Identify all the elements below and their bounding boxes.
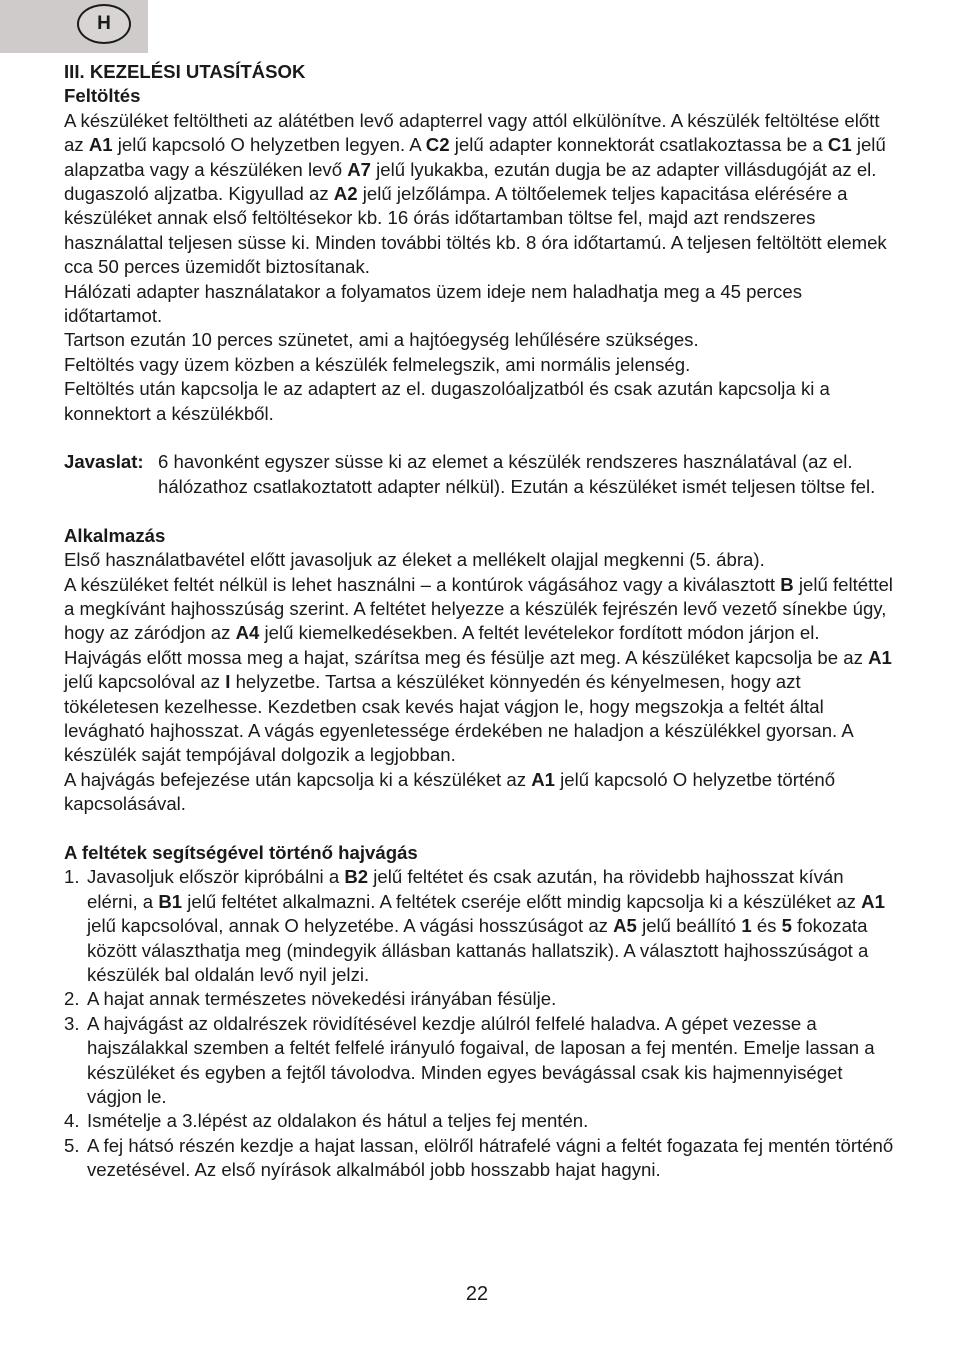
bold-reference: 1 <box>741 915 752 937</box>
bold-reference: A5 <box>613 915 637 937</box>
step-text: A fej hátsó részén kezdje a hajat lassan, elölről hátrafelé vágni a feltét fogazata fej mentén történő vezetésével. Az első nyírások alkalmából jobb hosszabb hajat hagyni. <box>87 1134 894 1181</box>
bold-reference: A4 <box>235 622 260 644</box>
paragraph: A hajvágás befejezése után kapcsolja ki a készüléket az A1 jelű kapcsoló O helyzetbe történő kapcsolásával. <box>64 768 836 815</box>
list-item <box>64 1012 894 1110</box>
list-item <box>64 1134 894 1183</box>
step-number: 5. <box>64 1134 80 1156</box>
bold-reference: A2 <box>333 183 358 205</box>
language-tab <box>0 0 148 53</box>
charging-paragraphs <box>64 109 894 426</box>
bold-reference: C2 <box>425 134 450 156</box>
recommendation-text: 6 havonként egyszer süsse ki az elemet a készülék rendszeres használatával (az el. hálózathoz csatlakoztatott adapter nélkül). Ezután a készüléket ismét teljesen töltse fel. <box>158 451 876 497</box>
step-text: A hajat annak természetes növekedési irányában fésülje. <box>87 988 557 1010</box>
steps-list <box>64 865 894 1182</box>
attachments-heading: A feltétek segítségével történő hajvágás <box>64 841 418 863</box>
bold-reference: 5 <box>781 915 792 937</box>
paragraph: A készüléket feltét nélkül is lehet használni – a kontúrok vágásához vagy a kiválasztott B jelű feltéttel a megkívánt hajhosszúság szerint. A feltétet helyezze a készülék fejrészén levő vezető sínekbe úgy, hogy az záródjon az A4 jelű kiemelkedésekben. A feltét levételekor fordított módon járjon el. <box>64 573 893 644</box>
usage-paragraphs <box>64 548 894 816</box>
language-badge: H <box>77 4 131 44</box>
paragraph: Hajvágás előtt mossa meg a hajat, szárítsa meg és fésülje azt meg. A készüléket kapcsolja be az A1 jelű kapcsolóval az I helyzetbe. Tartsa a készüléket könnyedén és kényelmesen, hogy azt tökéletesen kezelhesse. Kezdetben csak kevés hajat vágjon le, hogy megszokja a feltét által levágható hajhosszat. A vágás egyenletessége érdekében ne haladjon a készülékkel gyorsan. A készülék saját tempójával dolgozik a legjobban. <box>64 646 892 766</box>
bold-reference: B1 <box>158 890 183 912</box>
paragraph: Hálózati adapter használatakor a folyamatos üzem ideje nem haladhatja meg a 45 perces időtartamot. <box>64 280 802 327</box>
bold-reference: A1 <box>88 134 113 156</box>
section-title: III. KEZELÉSI UTASÍTÁSOK <box>64 61 306 82</box>
step-number: 2. <box>64 988 80 1010</box>
bold-reference: A1 <box>868 646 892 668</box>
paragraph: Első használatbavétel előtt javasoljuk az éleket a mellékelt olajjal megkenni (5. ábra). <box>64 549 765 571</box>
bold-reference: A7 <box>347 158 371 180</box>
step-number: 4. <box>64 1110 80 1132</box>
step-number: 3. <box>64 1012 80 1034</box>
bold-reference: A1 <box>531 768 555 790</box>
step-text: Ismételje a 3.lépést az oldalakon és hátul a teljes fej mentén. <box>87 1110 589 1132</box>
paragraph: Tartson ezután 10 perces szünetet, ami a hajtóegység lehűlésére szükséges. <box>64 329 699 351</box>
list-item <box>64 1109 894 1133</box>
paragraph: Feltöltés után kapcsolja le az adaptert az el. dugaszolóaljzatból és csak azután kapcsolja ki a konnektort a készülékből. <box>64 378 830 424</box>
charging-heading: Feltöltés <box>64 85 141 107</box>
bold-reference: I <box>225 671 231 693</box>
recommendation-label: Javaslat: <box>64 451 144 473</box>
paragraph: Feltöltés vagy üzem közben a készülék felmelegszik, ami normális jelenség. <box>64 353 691 375</box>
list-item <box>64 987 894 1011</box>
step-number: 1. <box>64 866 80 888</box>
bold-reference: B <box>780 573 794 595</box>
bold-reference: B2 <box>344 866 369 888</box>
list-item <box>64 865 894 987</box>
paragraph: A készüléket feltöltheti az alátétben levő adapterrel vagy attól elkülönítve. A készülék feltöltése előtt az A1 jelű kapcsoló O helyzetben legyen. A C2 jelű adapter konnektorát csatlakoztassa be a C1 jelű alapzatba vagy a készüléken levő A7 jelű lyukakba, ezután dugja be az adapter villásdugóját az el. dugaszoló aljzatba. Kigyullad az A2 jelű jelzőlámpa. A töltőelemek teljes kapacitása elérésére a készüléket annak első feltöltésekor kb. 16 órás időtartamban töltse fel, majd azt rendszeres használattal teljesen süsse ki. Minden további töltés kb. 8 óra időtartamú. A teljesen feltöltött elemek cca 50 perces üzemidőt biztosítanak. <box>64 109 887 278</box>
bold-reference: C1 <box>827 134 852 156</box>
bold-reference: A1 <box>861 890 885 912</box>
step-text: A hajvágást az oldalrészek rövidítésével kezdje alúlról felfelé haladva. A gépet vezesse a hajszálakkal szemben a feltét felfelé irányuló fogaival, de laposan a fej mentén. Emelje lassan a készüléket és egyben a fejtől távolodva. Minden egyes bevágással csak kis hajmennyiséget vágjon le. <box>87 1012 875 1108</box>
document-body <box>64 60 894 1183</box>
page-number: 22 <box>465 1283 489 1305</box>
recommendation <box>64 450 894 499</box>
usage-heading: Alkalmazás <box>64 524 166 546</box>
step-text: Javasoljuk először kipróbálni a B2 jelű feltétet és csak azután, ha rövidebb hajhosszat kíván elérni, a B1 jelű feltétet alkalmazni. A feltétek cseréje előtt mindig kapcsolja ki a készüléket az A1 jelű kapcsolóval, annak O helyzetébe. A vágási hosszúságot az A5 jelű beállító 1 és 5 fokozata között választhatja meg (mindegyik állásban kattanás hallatszik). A választott hajhosszúságot a készülék bal oldalán levő nyil jelzi. <box>87 866 885 985</box>
